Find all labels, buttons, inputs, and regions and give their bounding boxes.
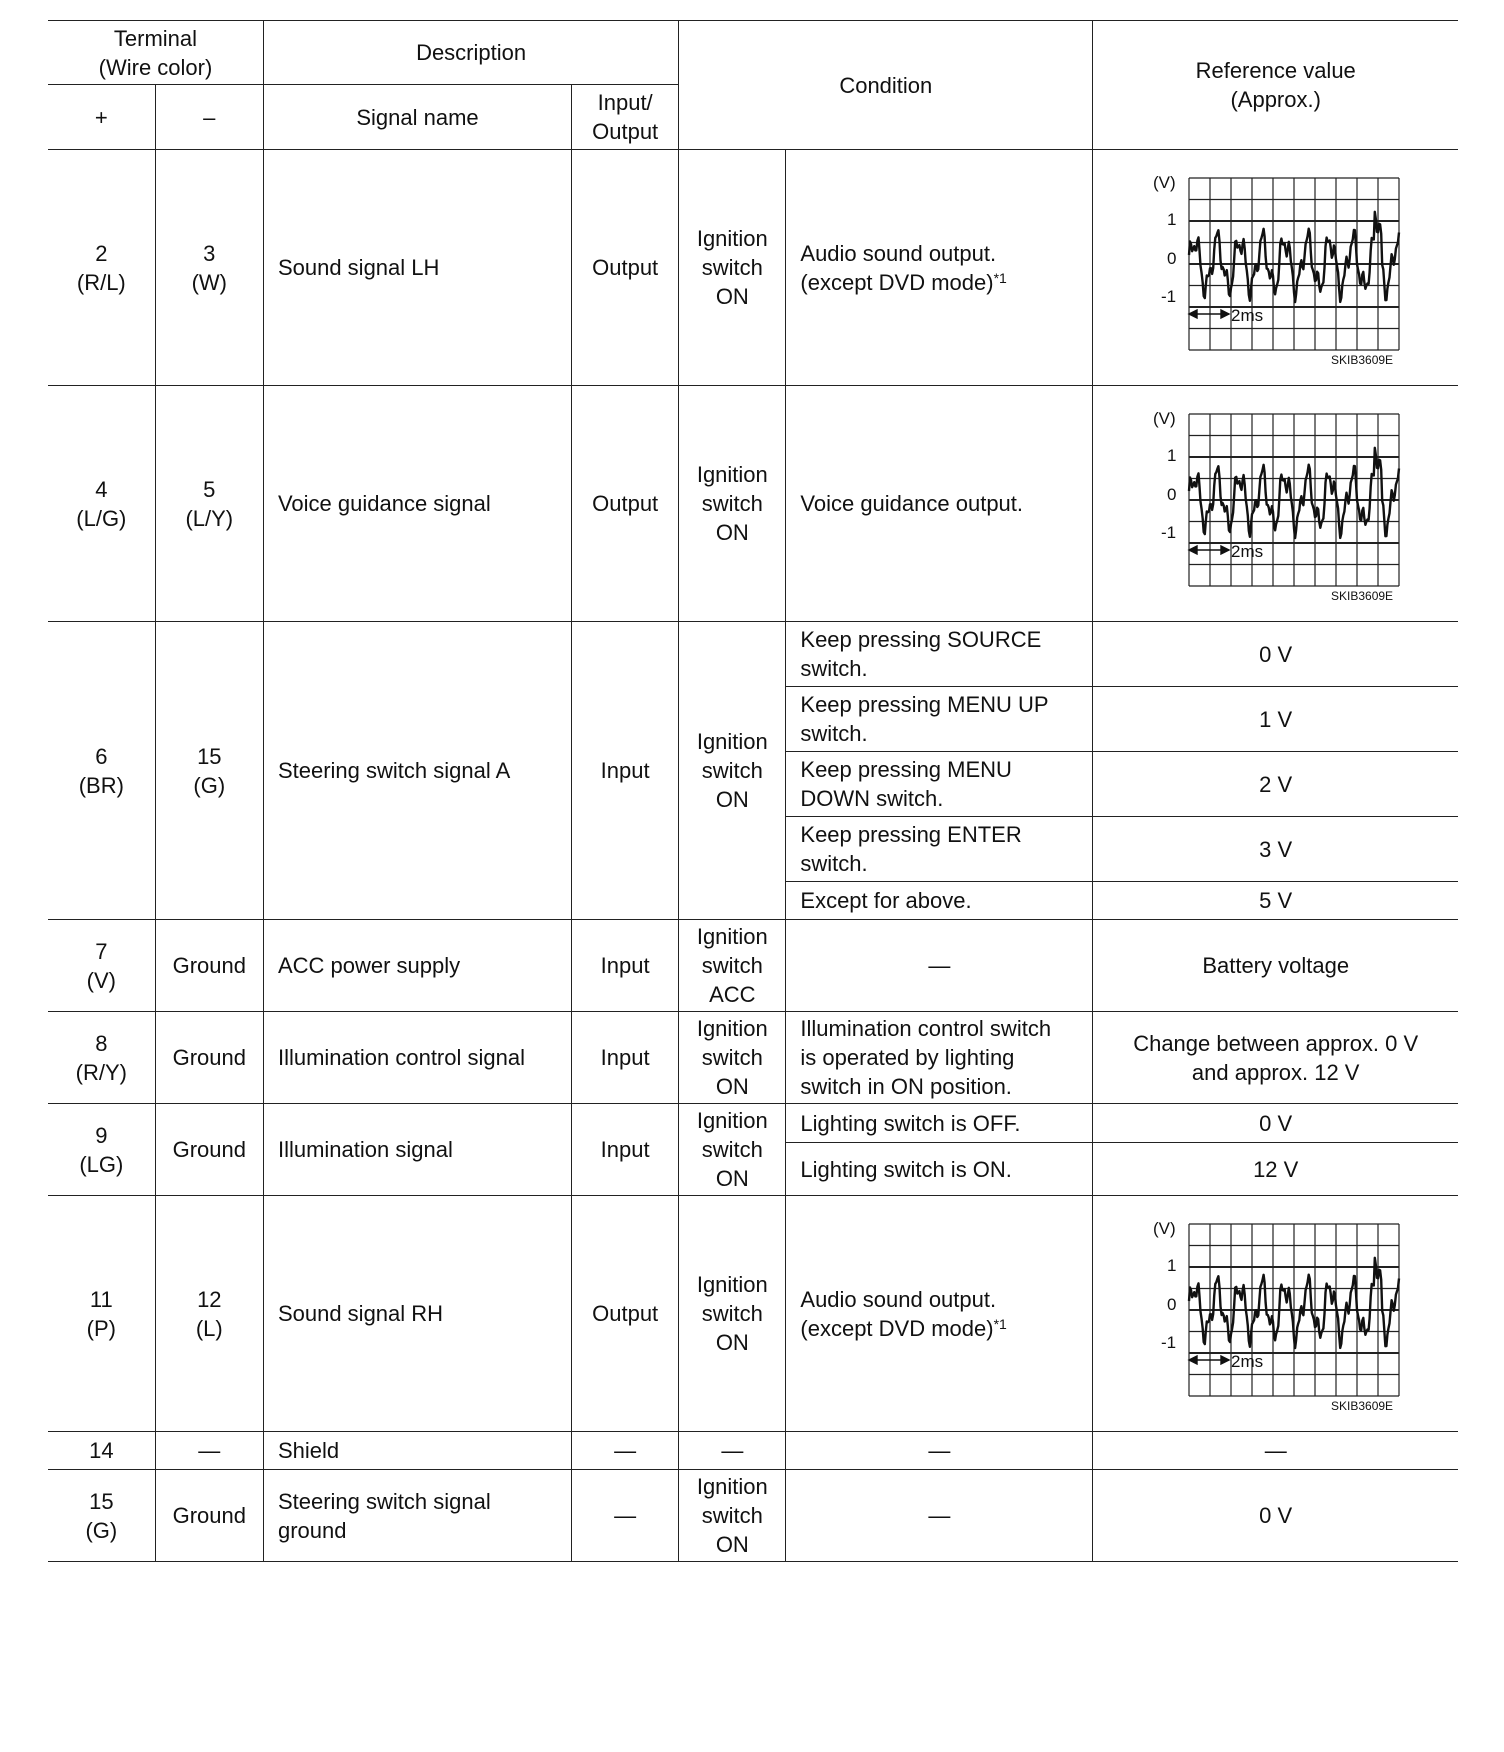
reference-value: Battery voltage — [1093, 920, 1458, 1012]
reference-value: 0 V — [1093, 1104, 1458, 1143]
waveform-oscilloscope-graphic — [1131, 168, 1421, 368]
wave-timebase-label: 2ms — [1230, 1351, 1263, 1371]
wave-tick-label: 1 — [1166, 1255, 1177, 1275]
condition-main: Ignition switch ON — [679, 386, 786, 622]
waveform-oscilloscope-graphic — [1131, 404, 1421, 604]
wave-timebase-label: 2ms — [1230, 541, 1263, 561]
terminal-minus: Ground — [155, 920, 263, 1012]
wave-tick-label: 0 — [1166, 248, 1177, 268]
wave-timebase-label: 2ms — [1230, 305, 1263, 325]
figure-code-label: SKIB3609E — [1330, 1398, 1393, 1413]
table-row — [48, 1470, 1458, 1562]
terminal-plus: 7 (V) — [48, 920, 155, 1012]
condition-main: Ignition switch ON — [679, 1104, 786, 1196]
terminal-minus: — — [155, 1432, 263, 1470]
condition-main: Ignition switch ON — [679, 1012, 786, 1104]
wave-unit-label: (V) — [1152, 408, 1176, 428]
table-row — [48, 150, 1458, 386]
signal-name: Illumination signal — [263, 1104, 571, 1196]
table-row — [48, 1104, 1458, 1143]
condition-detail: — — [786, 1432, 1093, 1470]
reference-value: 1 V — [1093, 687, 1458, 752]
terminal-reference-table — [48, 20, 1458, 1562]
terminal-plus: 9 (LG) — [48, 1104, 155, 1196]
reference-value: 2 V — [1093, 752, 1458, 817]
terminal-minus: Ground — [155, 1012, 263, 1104]
reference-value — [1093, 150, 1458, 386]
reference-value: 0 V — [1093, 622, 1458, 687]
io-type: Input — [572, 1104, 679, 1196]
terminal-header: Terminal (Wire color) — [48, 21, 263, 85]
condition-detail: Lighting switch is OFF. — [786, 1104, 1093, 1143]
reference-value: 12 V — [1093, 1143, 1458, 1196]
signal-name: Shield — [263, 1432, 571, 1470]
io-type: Input — [572, 1012, 679, 1104]
condition-detail: Keep pressing MENU UP switch. — [786, 687, 1093, 752]
terminal-plus: 14 — [48, 1432, 155, 1470]
footnote-mark: *1 — [993, 1315, 1007, 1332]
reference-value: Change between approx. 0 V and approx. 12 V — [1093, 1012, 1458, 1104]
reference-value: 3 V — [1093, 817, 1458, 882]
io-type: Output — [572, 386, 679, 622]
signal-name: Steering switch signal ground — [263, 1470, 571, 1562]
terminal-plus: 8 (R/Y) — [48, 1012, 155, 1104]
condition-detail: Keep pressing MENU DOWN switch. — [786, 752, 1093, 817]
condition-detail: — — [786, 920, 1093, 1012]
reference-value — [1093, 1196, 1458, 1432]
reference-value: 0 V — [1093, 1470, 1458, 1562]
condition-detail: — — [786, 1470, 1093, 1562]
input-output-header: Input/ Output — [572, 85, 679, 150]
terminal-plus: 6 (BR) — [48, 622, 155, 920]
wave-tick-label: 1 — [1166, 445, 1177, 465]
footnote-mark: *1 — [993, 269, 1007, 286]
terminal-minus: 5 (L/Y) — [155, 386, 263, 622]
condition-detail: Voice guidance output. — [786, 386, 1093, 622]
wave-tick-label: 0 — [1166, 1294, 1177, 1314]
terminal-plus: 2 (R/L) — [48, 150, 155, 386]
condition-detail: Keep pressing SOURCE switch. — [786, 622, 1093, 687]
io-type: Input — [572, 622, 679, 920]
io-type: Output — [572, 1196, 679, 1432]
signal-name: Sound signal LH — [263, 150, 571, 386]
figure-code-label: SKIB3609E — [1330, 352, 1393, 367]
io-type: — — [572, 1432, 679, 1470]
table-row — [48, 386, 1458, 622]
terminal-minus: Ground — [155, 1104, 263, 1196]
reference-value-header: Reference value (Approx.) — [1093, 21, 1458, 150]
condition-detail: Keep pressing ENTER switch. — [786, 817, 1093, 882]
table-row — [48, 920, 1458, 1012]
wave-unit-label: (V) — [1152, 172, 1176, 192]
reference-value: 5 V — [1093, 882, 1458, 920]
wave-unit-label: (V) — [1152, 1218, 1176, 1238]
signal-name: Sound signal RH — [263, 1196, 571, 1432]
condition-main: Ignition switch ON — [679, 1470, 786, 1562]
condition-main: Ignition switch ACC — [679, 920, 786, 1012]
terminal-minus: 12 (L) — [155, 1196, 263, 1432]
io-type: Output — [572, 150, 679, 386]
terminal-plus: 4 (L/G) — [48, 386, 155, 622]
condition-detail: Lighting switch is ON. — [786, 1143, 1093, 1196]
reference-value: — — [1093, 1432, 1458, 1470]
signal-name: ACC power supply — [263, 920, 571, 1012]
table-row — [48, 1432, 1458, 1470]
io-type: — — [572, 1470, 679, 1562]
signal-name-header: Signal name — [263, 85, 571, 150]
terminal-plus: 15 (G) — [48, 1470, 155, 1562]
wave-tick-label: -1 — [1160, 286, 1176, 306]
signal-name: Steering switch signal A — [263, 622, 571, 920]
terminal-plus: 11 (P) — [48, 1196, 155, 1432]
condition-header: Condition — [679, 21, 1093, 150]
io-type: Input — [572, 920, 679, 1012]
condition-main: — — [679, 1432, 786, 1470]
table-row — [48, 1196, 1458, 1432]
terminal-minus: Ground — [155, 1470, 263, 1562]
plus-header: + — [48, 85, 155, 150]
condition-main: Ignition switch ON — [679, 622, 786, 920]
condition-main: Ignition switch ON — [679, 150, 786, 386]
signal-name: Voice guidance signal — [263, 386, 571, 622]
figure-code-label: SKIB3609E — [1330, 588, 1393, 603]
wave-tick-label: 1 — [1166, 209, 1177, 229]
wave-tick-label: 0 — [1166, 484, 1177, 504]
condition-detail: Audio sound output. (except DVD mode)$^{*1}$ — [786, 1196, 1093, 1432]
reference-value — [1093, 386, 1458, 622]
minus-header: – — [155, 85, 263, 150]
condition-detail: Except for above. — [786, 882, 1093, 920]
table-row — [48, 1012, 1458, 1104]
terminal-minus: 15 (G) — [155, 622, 263, 920]
condition-detail: Illumination control switch is operated by lighting switch in ON position. — [786, 1012, 1093, 1104]
description-header: Description — [263, 21, 678, 85]
condition-main: Ignition switch ON — [679, 1196, 786, 1432]
terminal-minus: 3 (W) — [155, 150, 263, 386]
condition-detail: Audio sound output. (except DVD mode)$^{*1}$ — [786, 150, 1093, 386]
signal-name: Illumination control signal — [263, 1012, 571, 1104]
wave-tick-label: -1 — [1160, 522, 1176, 542]
table-row — [48, 622, 1458, 687]
wave-tick-label: -1 — [1160, 1332, 1176, 1352]
waveform-oscilloscope-graphic — [1131, 1214, 1421, 1414]
